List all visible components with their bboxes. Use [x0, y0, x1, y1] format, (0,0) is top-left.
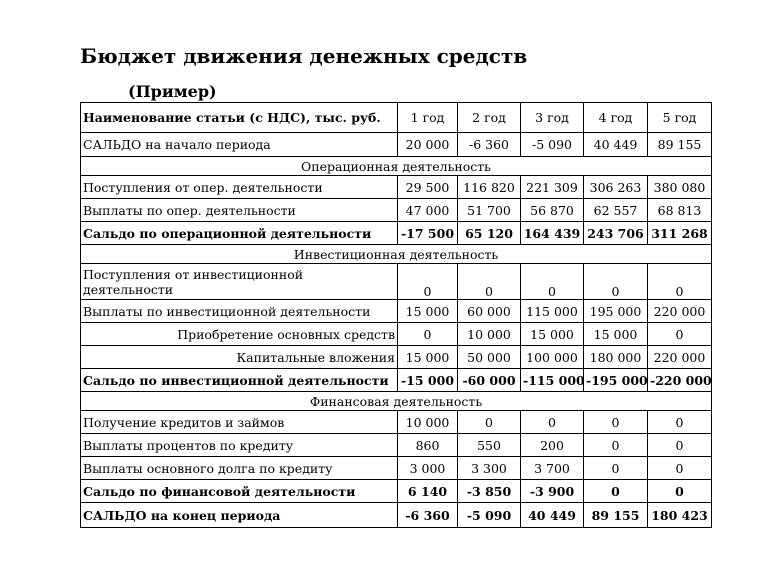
cell-value: 0	[648, 411, 712, 434]
cell-value: 0	[648, 264, 712, 300]
cell-value: 220 000	[648, 300, 712, 323]
cash-flow-budget-table	[80, 102, 712, 528]
cell-value: 65 120	[458, 222, 521, 245]
cell-value: 89 155	[584, 503, 648, 528]
cell-value: 220 000	[648, 346, 712, 369]
row-label: Получение кредитов и займов	[81, 411, 398, 434]
year-header: 5 год	[648, 103, 712, 133]
cell-value: 221 309	[521, 176, 584, 199]
cell-value: 0	[398, 323, 458, 346]
cell-value: 180 423	[648, 503, 712, 528]
cell-value: 62 557	[584, 199, 648, 222]
cell-value: 60 000	[458, 300, 521, 323]
cell-value: 29 500	[398, 176, 458, 199]
row-label: Приобретение основных средств	[81, 323, 398, 346]
total-row	[81, 503, 712, 528]
cell-value: -15 000	[398, 369, 458, 392]
table-row	[81, 199, 712, 222]
cell-value: 3 000	[398, 457, 458, 480]
cell-value: 116 820	[458, 176, 521, 199]
section-row	[81, 157, 712, 176]
row-label: Выплаты основного долга по кредиту	[81, 457, 398, 480]
section-title: Инвестиционная деятельность	[81, 245, 712, 264]
cell-value: 860	[398, 434, 458, 457]
cell-value: -5 090	[521, 133, 584, 157]
table-row	[81, 346, 712, 369]
cell-value: 0	[648, 434, 712, 457]
cell-value: -3 900	[521, 480, 584, 503]
cell-value: -60 000	[458, 369, 521, 392]
cell-value: 0	[648, 457, 712, 480]
cell-value: 180 000	[584, 346, 648, 369]
cell-value: 0	[458, 411, 521, 434]
cell-value: 47 000	[398, 199, 458, 222]
cell-value: 311 268	[648, 222, 712, 245]
cell-value: 164 439	[521, 222, 584, 245]
row-label: Выплаты процентов по кредиту	[81, 434, 398, 457]
row-label: Выплаты по опер. деятельности	[81, 199, 398, 222]
page-subtitle: (Пример)	[128, 82, 217, 101]
cell-value: 0	[584, 264, 648, 300]
cell-value: 0	[584, 434, 648, 457]
year-header: 4 год	[584, 103, 648, 133]
cell-value: 51 700	[458, 199, 521, 222]
cell-value: -6 360	[458, 133, 521, 157]
table-row	[81, 300, 712, 323]
cell-value: -195 000	[584, 369, 648, 392]
cell-value: 0	[458, 264, 521, 300]
row-label: Поступления от опер. деятельности	[81, 176, 398, 199]
cell-value: 0	[648, 323, 712, 346]
row-label: Поступления от инвестиционной деятельности	[81, 264, 398, 300]
cell-value: 195 000	[584, 300, 648, 323]
subtotal-row	[81, 480, 712, 503]
cell-value: 10 000	[398, 411, 458, 434]
cell-value: 15 000	[584, 323, 648, 346]
row-label: САЛЬДО на начало периода	[81, 133, 398, 157]
cell-value: 0	[584, 457, 648, 480]
cell-value: 89 155	[648, 133, 712, 157]
section-row	[81, 392, 712, 411]
cell-value: 0	[584, 411, 648, 434]
cell-value: 15 000	[521, 323, 584, 346]
cell-value: 15 000	[398, 300, 458, 323]
cell-value: 380 080	[648, 176, 712, 199]
cell-value: 68 813	[648, 199, 712, 222]
cell-value: -3 850	[458, 480, 521, 503]
cell-value: 15 000	[398, 346, 458, 369]
cell-value: 306 263	[584, 176, 648, 199]
table-row	[81, 457, 712, 480]
cell-value: 10 000	[458, 323, 521, 346]
table-row	[81, 411, 712, 434]
row-label: Выплаты по инвестиционной деятельности	[81, 300, 398, 323]
cell-value: 243 706	[584, 222, 648, 245]
cell-value: 0	[521, 264, 584, 300]
table-row	[81, 264, 712, 300]
page-title: Бюджет движения денежных средств	[80, 44, 528, 68]
row-label: Сальдо по финансовой деятельности	[81, 480, 398, 503]
table-row	[81, 133, 712, 157]
table-row	[81, 176, 712, 199]
cell-value: 100 000	[521, 346, 584, 369]
cell-value: -5 090	[458, 503, 521, 528]
cell-value: 56 870	[521, 199, 584, 222]
cell-value: 0	[521, 411, 584, 434]
section-title: Финансовая деятельность	[81, 392, 712, 411]
cell-value: 20 000	[398, 133, 458, 157]
cell-value: -220 000	[648, 369, 712, 392]
header-label: Наименование статьи (с НДС), тыс. руб.	[81, 103, 398, 133]
cell-value: 115 000	[521, 300, 584, 323]
cell-value: 40 449	[584, 133, 648, 157]
year-header: 2 год	[458, 103, 521, 133]
table-row	[81, 434, 712, 457]
row-label: Капитальные вложения	[81, 346, 398, 369]
cell-value: 3 300	[458, 457, 521, 480]
section-title: Операционная деятельность	[81, 157, 712, 176]
section-row	[81, 245, 712, 264]
cell-value: 200	[521, 434, 584, 457]
cell-value: -115 000	[521, 369, 584, 392]
row-label: САЛЬДО на конец периода	[81, 503, 398, 528]
table-header-row	[81, 103, 712, 133]
cell-value: 0	[584, 480, 648, 503]
cell-value: -6 360	[398, 503, 458, 528]
cell-value: 3 700	[521, 457, 584, 480]
subtotal-row	[81, 369, 712, 392]
year-header: 3 год	[521, 103, 584, 133]
cell-value: 6 140	[398, 480, 458, 503]
year-header: 1 год	[398, 103, 458, 133]
cell-value: 0	[648, 480, 712, 503]
subtotal-row	[81, 222, 712, 245]
cell-value: 0	[398, 264, 458, 300]
table-row	[81, 323, 712, 346]
cell-value: 550	[458, 434, 521, 457]
row-label: Сальдо по инвестиционной деятельности	[81, 369, 398, 392]
cell-value: 50 000	[458, 346, 521, 369]
cell-value: 40 449	[521, 503, 584, 528]
row-label: Сальдо по операционной деятельности	[81, 222, 398, 245]
cell-value: -17 500	[398, 222, 458, 245]
